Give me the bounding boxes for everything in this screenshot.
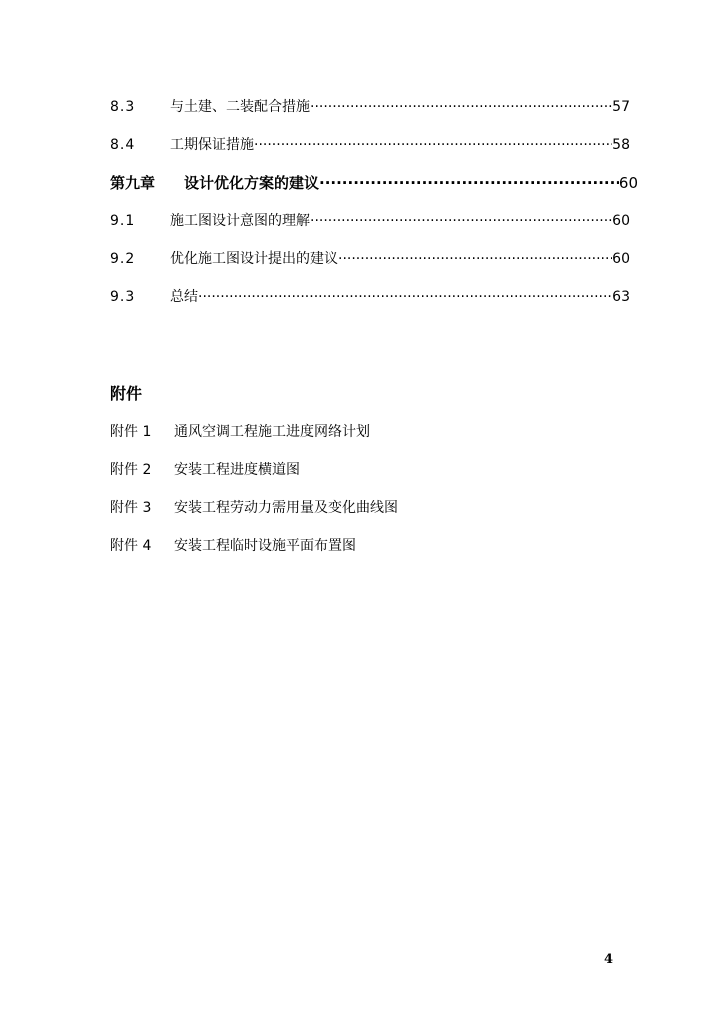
toc-page-number: 60 [612, 213, 630, 229]
page-number: 4 [604, 952, 614, 967]
toc-section-number: 9.2 [110, 251, 136, 267]
toc-section-number: 8.3 [110, 99, 136, 115]
toc-page-number: 60 [618, 174, 638, 192]
toc-section-number: 9.1 [110, 213, 136, 229]
toc-leader-dots [254, 137, 612, 153]
appendix-title: 安装工程劳动力需用量及变化曲线图 [174, 500, 398, 516]
appendix-item [110, 421, 370, 441]
appendix-heading: 附件 [110, 384, 143, 403]
toc-page-number: 58 [612, 137, 630, 153]
toc-section-number: 8.4 [110, 137, 136, 153]
toc-row [110, 96, 630, 118]
toc-row [110, 134, 630, 156]
appendix-title: 通风空调工程施工进度网络计划 [174, 424, 370, 440]
appendix-label: 附件 2 [110, 462, 152, 478]
toc-leader-dots [310, 99, 612, 115]
toc-row [110, 210, 630, 232]
toc-page-number: 57 [612, 99, 630, 115]
appendix-label: 附件 4 [110, 538, 152, 554]
appendix-label: 附件 3 [110, 500, 152, 516]
toc-section-title: 总结 [170, 289, 198, 305]
appendix-item [110, 535, 356, 555]
toc-leader-dots [338, 251, 612, 267]
appendix-item [110, 459, 300, 479]
toc-chapter-number: 第九章 [110, 174, 156, 192]
toc-chapter-row [110, 172, 638, 194]
toc-section-number: 9.3 [110, 289, 136, 305]
toc-section-title: 施工图设计意图的理解 [170, 213, 310, 229]
toc-leader-dots [198, 289, 612, 305]
appendix-title: 安装工程临时设施平面布置图 [174, 538, 356, 554]
toc-row [110, 286, 630, 308]
toc-leader-dots [319, 174, 619, 192]
toc-section-title: 优化施工图设计提出的建议 [170, 251, 338, 267]
appendix-label: 附件 1 [110, 424, 152, 440]
toc-section-title: 与土建、二装配合措施 [170, 99, 310, 115]
toc-chapter-title: 设计优化方案的建议 [184, 174, 320, 192]
toc-leader-dots [310, 213, 612, 229]
toc-page-number: 60 [612, 251, 630, 267]
toc-row [110, 248, 630, 270]
toc-section-title: 工期保证措施 [170, 137, 254, 153]
appendix-title: 安装工程进度横道图 [174, 462, 300, 478]
toc-page-number: 63 [612, 289, 630, 305]
appendix-item [110, 497, 398, 517]
